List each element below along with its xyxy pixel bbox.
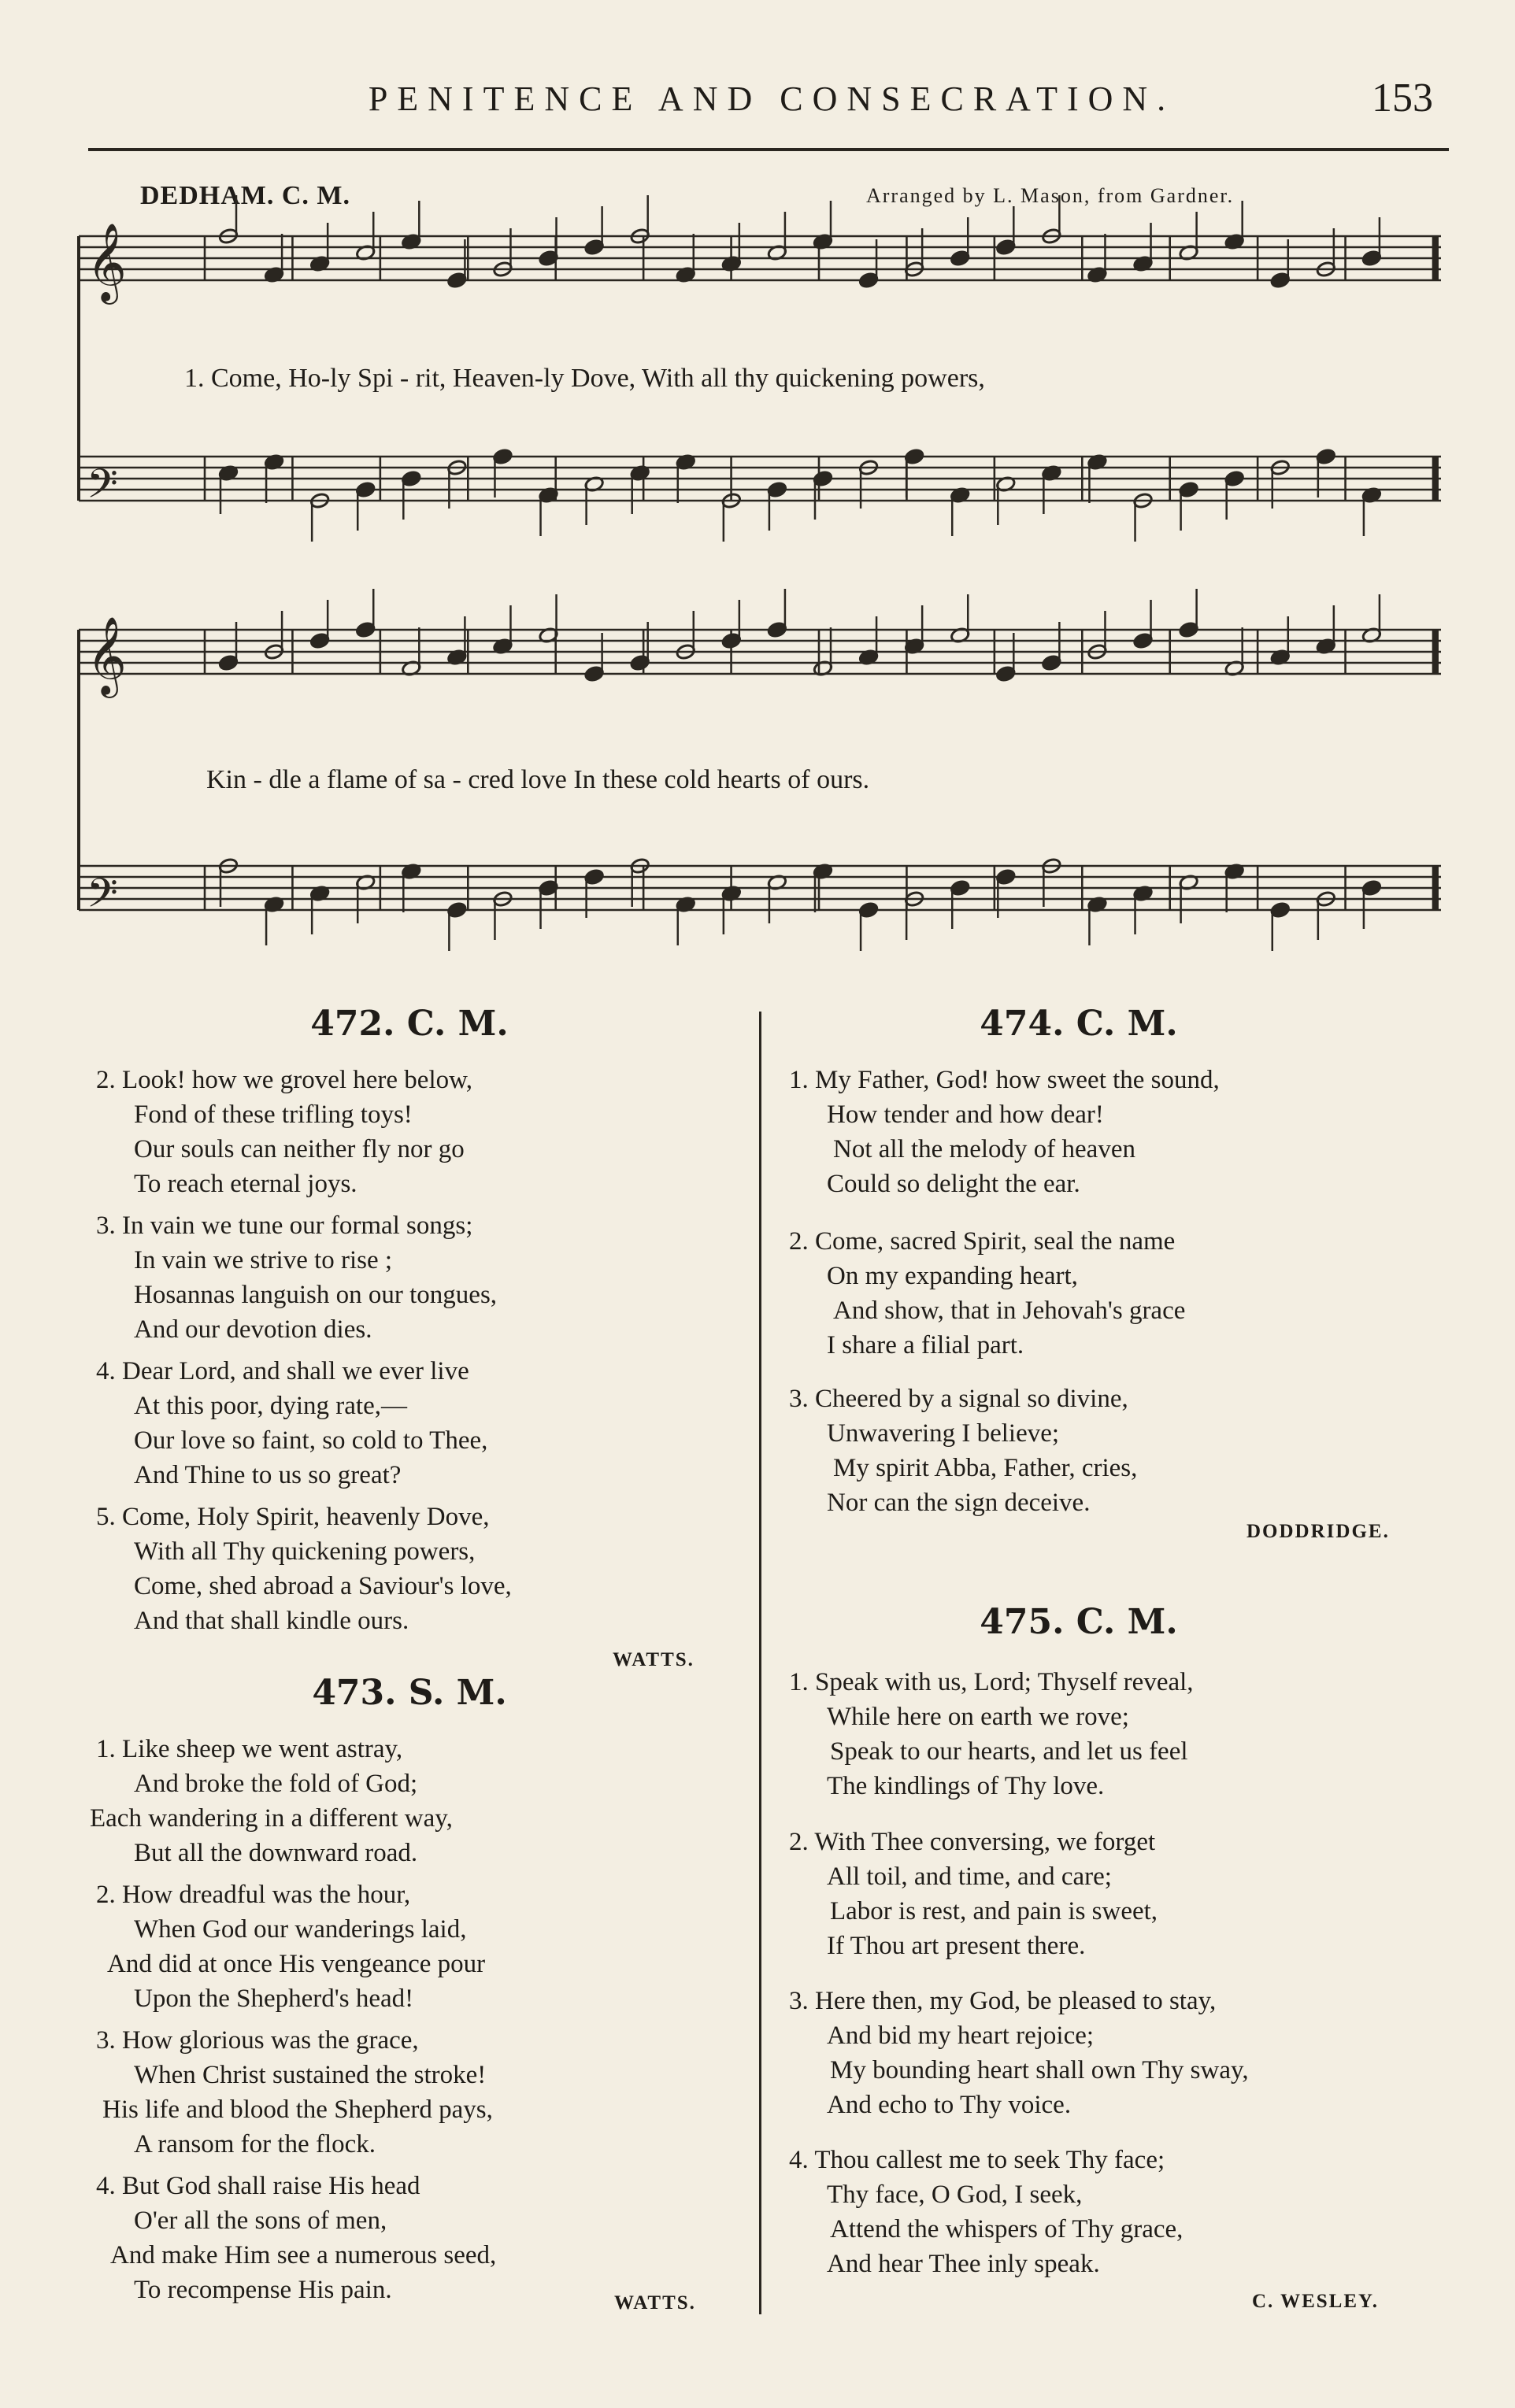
- verse-line: Thy face, O God, I seek,: [827, 2181, 1083, 2209]
- verse-line: And Thine to us so great?: [134, 1461, 402, 1489]
- verse-line: With all Thy quickening powers,: [134, 1537, 476, 1566]
- verse-line: Our love so faint, so cold to Thee,: [134, 1426, 488, 1455]
- verse-line: 4. Dear Lord, and shall we ever live: [96, 1357, 469, 1385]
- tune-arranger: Arranged by L. Mason, from Gardner.: [866, 184, 1235, 207]
- verse-line: 1. Like sheep we went astray,: [96, 1735, 403, 1763]
- bar-lines: [79, 236, 1436, 910]
- hymn-472-verse-5: [96, 1500, 512, 1638]
- hymn-475-verse-4: [789, 2143, 1183, 2281]
- bass-clef-icon: 𝄢: [87, 869, 118, 927]
- verse-line: 2. With Thee conversing, we forget: [789, 1828, 1156, 1856]
- verse-line: And broke the fold of God;: [134, 1770, 418, 1798]
- hymn-473-heading: 473. S. M.: [312, 1673, 507, 1713]
- verse-line: 4. But God shall raise His head: [96, 2172, 420, 2200]
- verse-line: And our devotion dies.: [134, 1315, 372, 1344]
- hymn-474-verse-3: [789, 1382, 1137, 1520]
- verse-line: A ransom for the flock.: [134, 2130, 376, 2158]
- verse-line: 3. How glorious was the grace,: [96, 2026, 419, 2055]
- verse-line: Each wandering in a different way,: [90, 1804, 453, 1833]
- verse-line: If Thou art present there.: [827, 1932, 1086, 1960]
- lyrics-system-2: Kin - dle a flame of sa - cred love In these cold hearts of ours.: [206, 765, 870, 794]
- verse-line: And bid my heart rejoice;: [827, 2021, 1095, 2050]
- verse-line: 2. Look! how we grovel here below,: [96, 1066, 473, 1094]
- lyrics-system-1: 1. Come, Ho-ly Spi - rit, Heaven-ly Dove, With all thy quickening powers,: [184, 364, 985, 393]
- verse-line: In vain we strive to rise ;: [134, 1246, 393, 1274]
- verse-line: Speak to our hearts, and let us feel: [830, 1737, 1188, 1766]
- bass-clef-icon: 𝄢: [87, 460, 118, 517]
- verse-line: I share a filial part.: [827, 1331, 1024, 1359]
- verse-line: 4. Thou callest me to seek Thy face;: [789, 2146, 1165, 2174]
- hymn-475-heading: 475. C. M.: [980, 1602, 1178, 1642]
- staff-lines: [79, 236, 1441, 910]
- verse-line: On my expanding heart,: [827, 1262, 1078, 1290]
- verse-line: Labor is rest, and pain is sweet,: [830, 1897, 1158, 1925]
- page-number: 153: [1372, 76, 1433, 120]
- hymn-475-author: C. WESLEY.: [1252, 2291, 1380, 2312]
- verse-line: Hosannas languish on our tongues,: [134, 1281, 498, 1309]
- clefs: [87, 223, 127, 927]
- column-divider: [759, 1012, 761, 2314]
- verse-line: Attend the whispers of Thy grace,: [830, 2215, 1183, 2243]
- verse-line: My bounding heart shall own Thy sway,: [830, 2056, 1249, 2084]
- verse-line: 3. Cheered by a signal so divine,: [789, 1385, 1128, 1413]
- verse-line: When Christ sustained the stroke!: [134, 2061, 487, 2089]
- verse-line: The kindlings of Thy love.: [827, 1772, 1105, 1800]
- verse-line: And that shall kindle ours.: [134, 1607, 409, 1635]
- verse-line: His life and blood the Shepherd pays,: [102, 2095, 493, 2124]
- verse-line: And did at once His vengeance pour: [107, 1950, 486, 1978]
- treble-clef-icon: 𝄞: [87, 616, 127, 695]
- verse-line: And echo to Thy voice.: [827, 2091, 1072, 2119]
- verse-line: 2. Come, sacred Spirit, seal the name: [789, 1227, 1176, 1256]
- verse-line: O'er all the sons of men,: [134, 2206, 387, 2235]
- verse-line: 5. Come, Holy Spirit, heavenly Dove,: [96, 1503, 490, 1531]
- hymn-475-verse-3: [789, 1984, 1249, 2122]
- verse-line: Upon the Shepherd's head!: [134, 1984, 414, 2013]
- verse-line: Fond of these trifling toys!: [134, 1100, 413, 1129]
- verse-line: And show, that in Jehovah's grace: [833, 1296, 1186, 1325]
- treble-clef-icon: 𝄞: [87, 223, 127, 301]
- hymn-474-heading: 474. C. M.: [980, 1004, 1178, 1044]
- verse-line: And hear Thee inly speak.: [827, 2250, 1100, 2278]
- verse-line: While here on earth we rove;: [827, 1703, 1129, 1731]
- verse-line: And make Him see a numerous seed,: [110, 2241, 497, 2269]
- hymn-472-verse-2: [96, 1063, 472, 1201]
- verse-line: To reach eternal joys.: [134, 1170, 357, 1198]
- verse-line: 3. In vain we tune our formal songs;: [96, 1211, 473, 1240]
- hymn-472-verse-3: [96, 1208, 497, 1347]
- hymn-473-author: WATTS.: [614, 2292, 696, 2314]
- verse-line: Nor can the sign deceive.: [827, 1489, 1091, 1517]
- hymn-472-verse-4: [96, 1354, 487, 1493]
- hymn-473-verse-2: [96, 1877, 485, 2016]
- hymn-473-verse-3: [96, 2023, 493, 2162]
- hymn-474-verse-1: [789, 1063, 1220, 1201]
- verse-line: But all the downward road.: [134, 1839, 418, 1867]
- verse-line: Come, shed abroad a Saviour's love,: [134, 1572, 512, 1600]
- hymn-474-verse-2: [789, 1224, 1185, 1363]
- verse-line: How tender and how dear!: [827, 1100, 1104, 1129]
- verse-line: 3. Here then, my God, be pleased to stay,: [789, 1987, 1217, 2015]
- tune-name: DEDHAM. C. M.: [140, 181, 351, 210]
- hymn-474-author: DODDRIDGE.: [1246, 1521, 1390, 1542]
- verse-line: All toil, and time, and care;: [827, 1862, 1112, 1891]
- verse-line: Our souls can neither fly nor go: [134, 1135, 465, 1163]
- hymn-473-verse-1: [90, 1732, 453, 1870]
- hymn-472-author: WATTS.: [613, 1649, 695, 1670]
- verse-line: To recompense His pain.: [134, 2276, 392, 2304]
- hymn-472-heading: 472. C. M.: [310, 1004, 509, 1044]
- verse-line: Could so delight the ear.: [827, 1170, 1080, 1198]
- verse-line: My spirit Abba, Father, cries,: [833, 1454, 1138, 1482]
- note-heads: [218, 195, 1382, 951]
- verse-line: 1. Speak with us, Lord; Thyself reveal,: [789, 1668, 1194, 1696]
- hymn-473-verse-4: [96, 2169, 496, 2307]
- hymn-475-verse-1: [789, 1665, 1194, 1803]
- verse-line: 2. How dreadful was the hour,: [96, 1881, 411, 1909]
- verse-line: When God our wanderings laid,: [134, 1915, 467, 1944]
- music-score: [0, 0, 1515, 992]
- verse-line: At this poor, dying rate,—: [134, 1392, 407, 1420]
- running-head: PENITENCE AND CONSECRATION.: [368, 80, 1176, 118]
- hymn-475-verse-2: [789, 1825, 1158, 1963]
- verse-line: 1. My Father, God! how sweet the sound,: [789, 1066, 1220, 1094]
- verse-line: Not all the melody of heaven: [833, 1135, 1135, 1163]
- verse-line: Unwavering I believe;: [827, 1419, 1060, 1448]
